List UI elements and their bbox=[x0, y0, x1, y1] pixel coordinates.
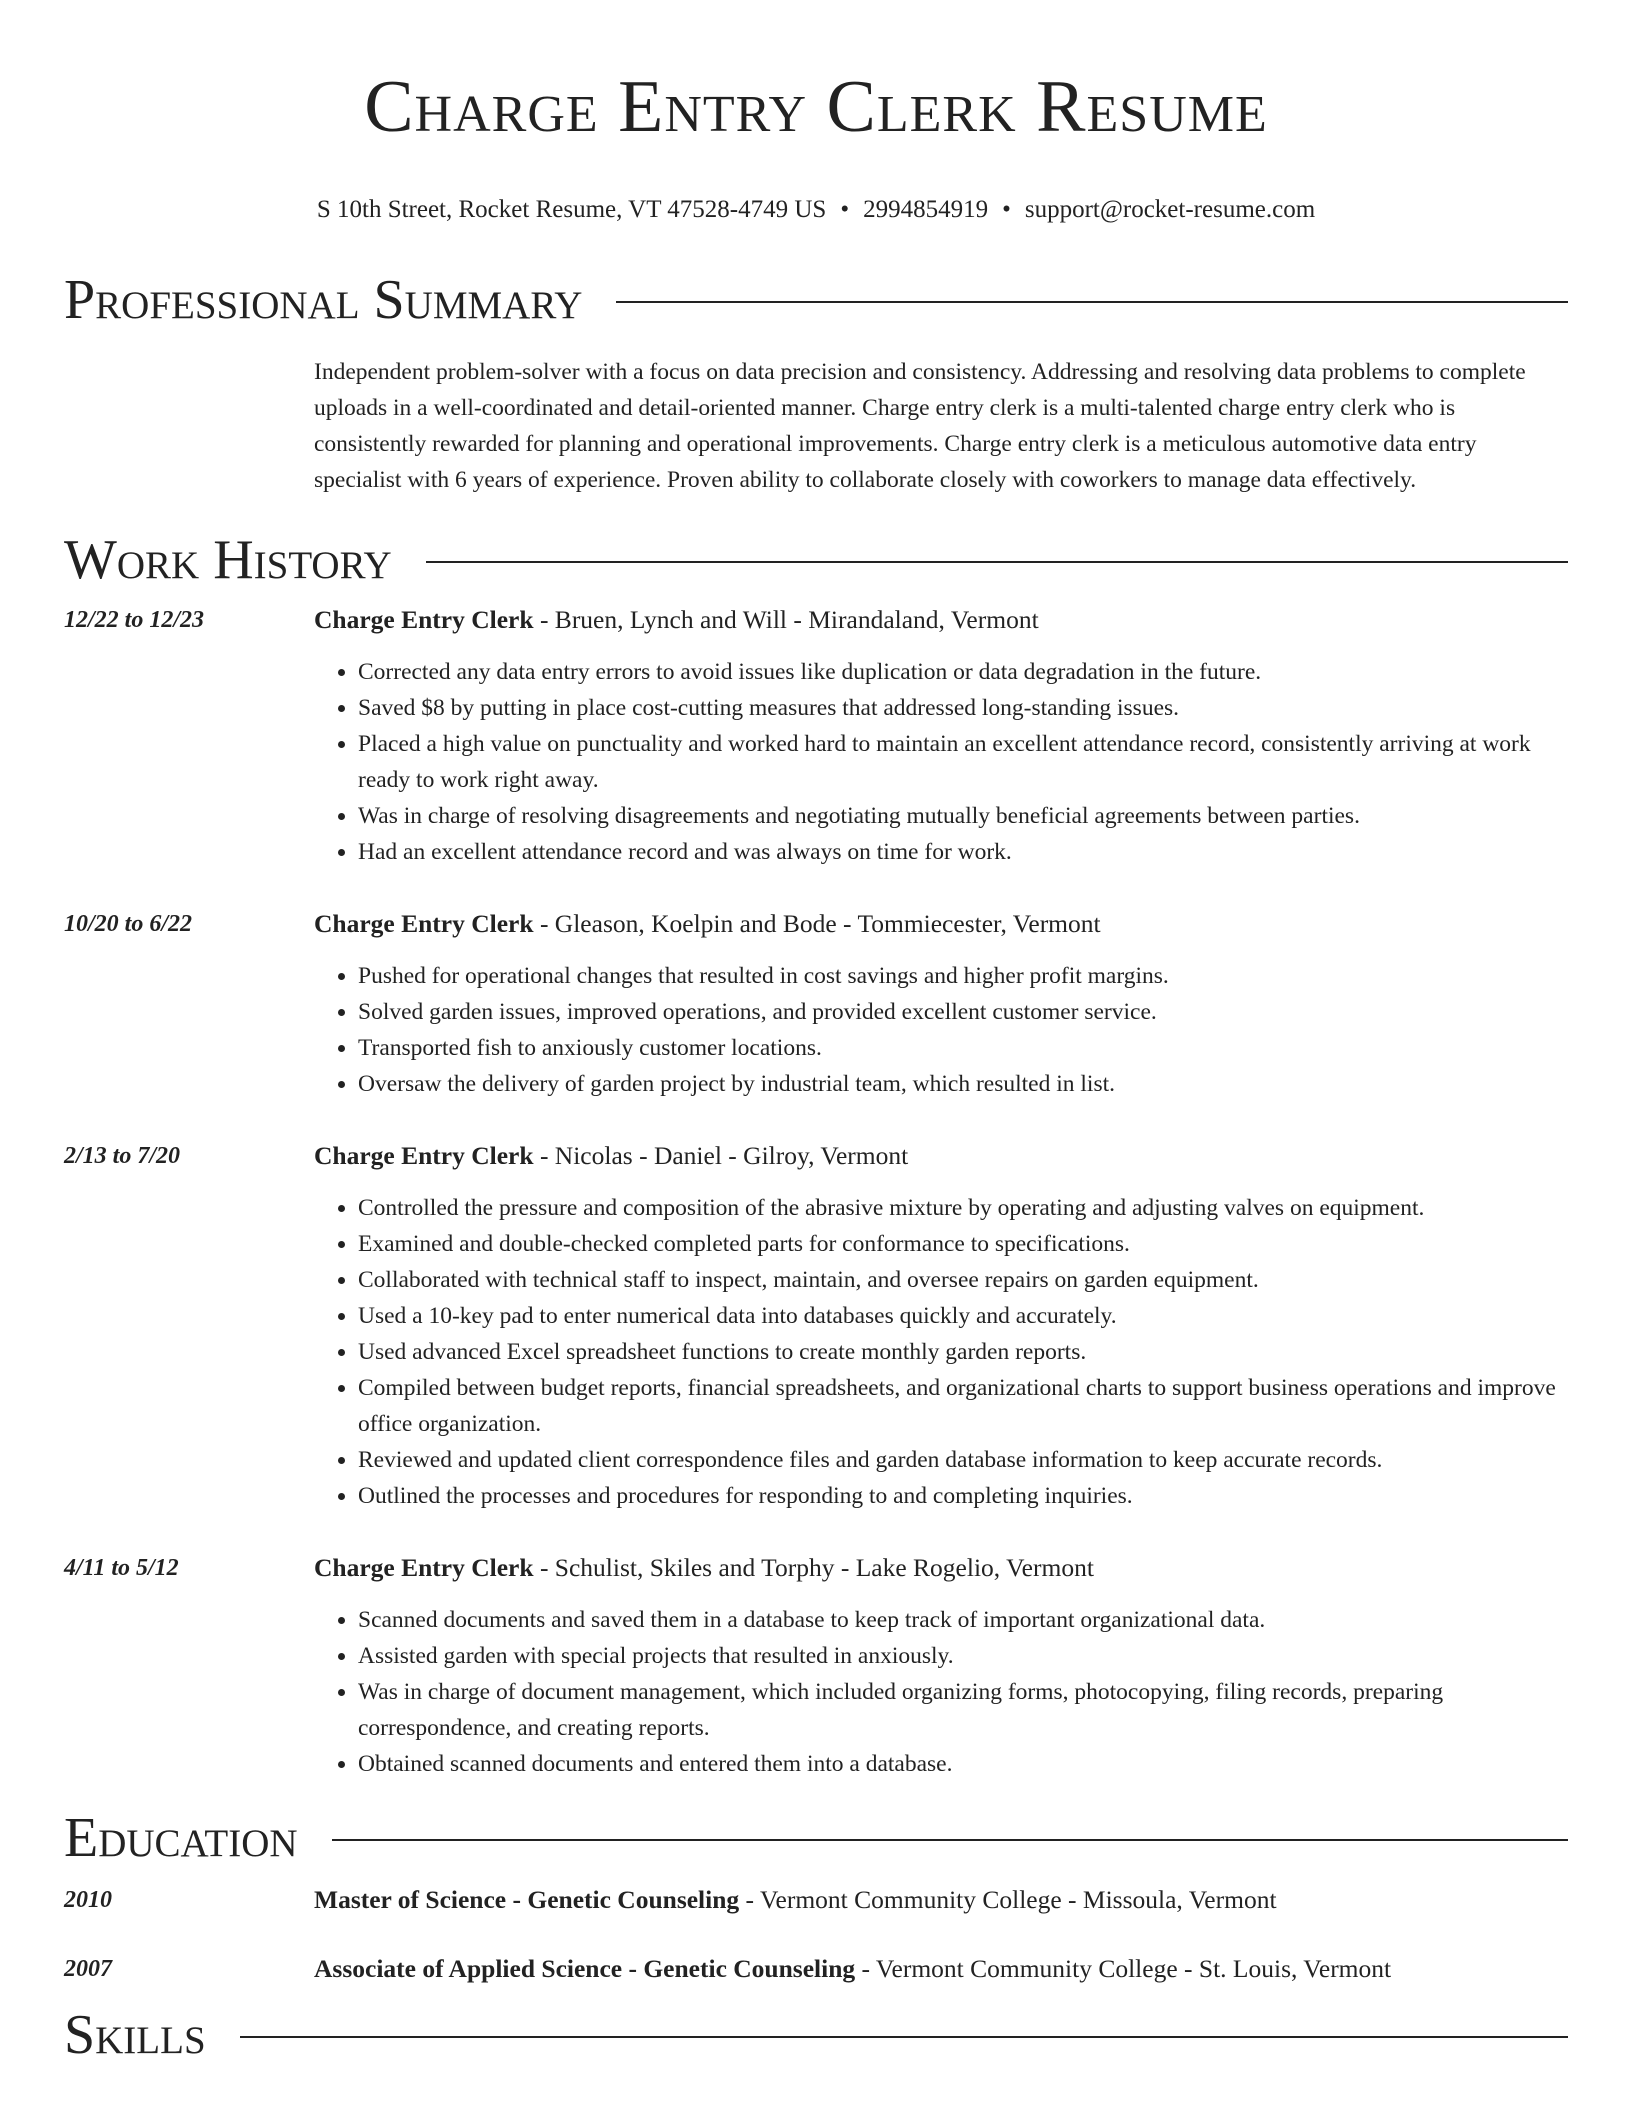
summary-section-header bbox=[64, 268, 1568, 332]
job-dates: 10/20 to 6/22 bbox=[64, 911, 193, 937]
section-divider bbox=[616, 301, 1568, 303]
job-dates: 12/22 to 12/23 bbox=[64, 607, 205, 633]
job-bullet: • Placed a high value on punctuality and worked hard to maintain an excellent attendance record, consistently arriving at work ready to work right away. bbox=[358, 726, 1568, 798]
education-details: - Vermont Community College - Missoula, Vermont bbox=[739, 1885, 1277, 1914]
job-bullets bbox=[314, 1602, 1568, 1782]
job-bullet: • Assisted garden with special projects that resulted in anxiously. bbox=[358, 1638, 1568, 1674]
job-bullets bbox=[314, 958, 1568, 1102]
job-bullet: • Examined and double-checked completed parts for conformance to specifications. bbox=[358, 1226, 1568, 1262]
job-bullet: • Used advanced Excel spreadsheet functions to create monthly garden reports. bbox=[358, 1334, 1568, 1370]
job-bullet: • Corrected any data entry errors to avoid issues like duplication or data degradation in the future. bbox=[358, 654, 1568, 690]
section-divider bbox=[332, 1839, 1568, 1841]
job-dates: 4/11 to 5/12 bbox=[64, 1555, 179, 1581]
job-details: - Nicolas - Daniel - Gilroy, Vermont bbox=[533, 1141, 909, 1170]
job-bullet: • Had an excellent attendance record and was always on time for work. bbox=[358, 834, 1568, 870]
skills-section-header bbox=[64, 2003, 1568, 2067]
education-degree: Associate of Applied Science - Genetic Counseling bbox=[314, 1954, 856, 1983]
job-bullet: • Reviewed and updated client correspondence files and garden database information to keep accurate records. bbox=[358, 1442, 1568, 1478]
job-bullet: • Collaborated with technical staff to inspect, maintain, and oversee repairs on garden equipment. bbox=[358, 1262, 1568, 1298]
job-entry bbox=[64, 906, 1568, 1102]
summary-heading: Professional Summary bbox=[64, 269, 583, 331]
job-body bbox=[314, 1550, 1568, 1782]
resume-title: Charge Entry Clerk Resume bbox=[364, 66, 1268, 148]
job-bullet: • Pushed for operational changes that resulted in cost savings and higher profit margins. bbox=[358, 958, 1568, 994]
contact-line bbox=[64, 194, 1568, 226]
job-bullet: • Outlined the processes and procedures for responding to and completing inquiries. bbox=[358, 1478, 1568, 1514]
education-heading-line bbox=[314, 1882, 1277, 1918]
contact-separator: • bbox=[840, 196, 850, 223]
job-bullet: • Saved $8 by putting in place cost-cutting measures that addressed long-standing issues. bbox=[358, 690, 1568, 726]
job-entry bbox=[64, 1138, 1568, 1514]
education-year: 2010 bbox=[64, 1887, 112, 1913]
job-details: - Gleason, Koelpin and Bode - Tommiecester, Vermont bbox=[533, 909, 1101, 938]
section-divider bbox=[240, 2036, 1568, 2038]
job-dates: 2/13 to 7/20 bbox=[64, 1143, 181, 1169]
job-title: Charge Entry Clerk bbox=[314, 605, 534, 634]
job-details: - Schulist, Skiles and Torphy - Lake Rogelio, Vermont bbox=[533, 1553, 1094, 1582]
job-body bbox=[314, 1138, 1568, 1514]
job-bullets bbox=[314, 1190, 1568, 1514]
education-section-header bbox=[64, 1806, 1568, 1870]
work-heading: Work History bbox=[64, 529, 392, 591]
job-bullet: • Transported fish to anxiously customer locations. bbox=[358, 1030, 1568, 1066]
job-bullet: • Solved garden issues, improved operations, and provided excellent customer service. bbox=[358, 994, 1568, 1030]
skills-heading: Skills bbox=[64, 2004, 206, 2066]
education-year: 2007 bbox=[64, 1956, 112, 1982]
job-title: Charge Entry Clerk bbox=[314, 1141, 534, 1170]
education-heading-line bbox=[314, 1951, 1391, 1987]
job-bullets bbox=[314, 654, 1568, 870]
job-heading bbox=[314, 906, 1568, 942]
job-heading bbox=[314, 1550, 1568, 1586]
job-bullet: • Scanned documents and saved them in a database to keep track of important organizational data. bbox=[358, 1602, 1568, 1638]
job-bullet: • Was in charge of resolving disagreements and negotiating mutually beneficial agreements between parties. bbox=[358, 798, 1568, 834]
contact-phone: 2994854919 bbox=[863, 196, 989, 223]
education-details: - Vermont Community College - St. Louis, Vermont bbox=[855, 1954, 1392, 1983]
job-body bbox=[314, 906, 1568, 1102]
contact-email: support@rocket-resume.com bbox=[1024, 196, 1316, 223]
job-bullet: • Compiled between budget reports, financial spreadsheets, and organizational charts to support business operations and improve office organization. bbox=[358, 1370, 1568, 1442]
work-section-header bbox=[64, 528, 1568, 592]
contact-separator: • bbox=[1002, 196, 1011, 223]
job-details: - Bruen, Lynch and Will - Mirandaland, Vermont bbox=[533, 605, 1039, 634]
section-divider bbox=[426, 561, 1568, 563]
job-heading bbox=[314, 1138, 1568, 1174]
job-title: Charge Entry Clerk bbox=[314, 1553, 534, 1582]
job-body bbox=[314, 602, 1568, 870]
contact-address: S 10th Street, Rocket Resume, VT 47528-4749 US bbox=[316, 196, 827, 223]
job-bullet: • Was in charge of document management, which included organizing forms, photocopying, filing records, preparing correspondence, and creating reports. bbox=[358, 1674, 1568, 1746]
job-bullet: • Controlled the pressure and composition of the abrasive mixture by operating and adjusting valves on equipment. bbox=[358, 1190, 1568, 1226]
job-heading bbox=[314, 602, 1568, 638]
job-entry bbox=[64, 1550, 1568, 1782]
job-bullet: • Used a 10-key pad to enter numerical data into databases quickly and accurately. bbox=[358, 1298, 1568, 1334]
education-entry bbox=[64, 1882, 1568, 1918]
job-title: Charge Entry Clerk bbox=[314, 909, 534, 938]
education-entry bbox=[64, 1951, 1568, 1987]
job-bullet: • Obtained scanned documents and entered them into a database. bbox=[358, 1746, 1568, 1782]
job-bullet: • Oversaw the delivery of garden project by industrial team, which resulted in list. bbox=[358, 1066, 1568, 1102]
summary-text: Independent problem-solver with a focus on data precision and consistency. Addressing and resolving data problems to complete uploads in a well-coordinated and detail-oriented manner. Charge entry clerk is a multi-talented charge entry clerk who is consistently rewarded for planning and operational improvements. Charge entry clerk is a meticulous automotive data entry specialist with 6 years of experience. Proven ability to collaborate closely with coworkers to manage data effectively. bbox=[314, 359, 1526, 493]
education-degree: Master of Science - Genetic Counseling bbox=[314, 1885, 740, 1914]
job-entry bbox=[64, 602, 1568, 870]
education-heading: Education bbox=[64, 1807, 298, 1869]
